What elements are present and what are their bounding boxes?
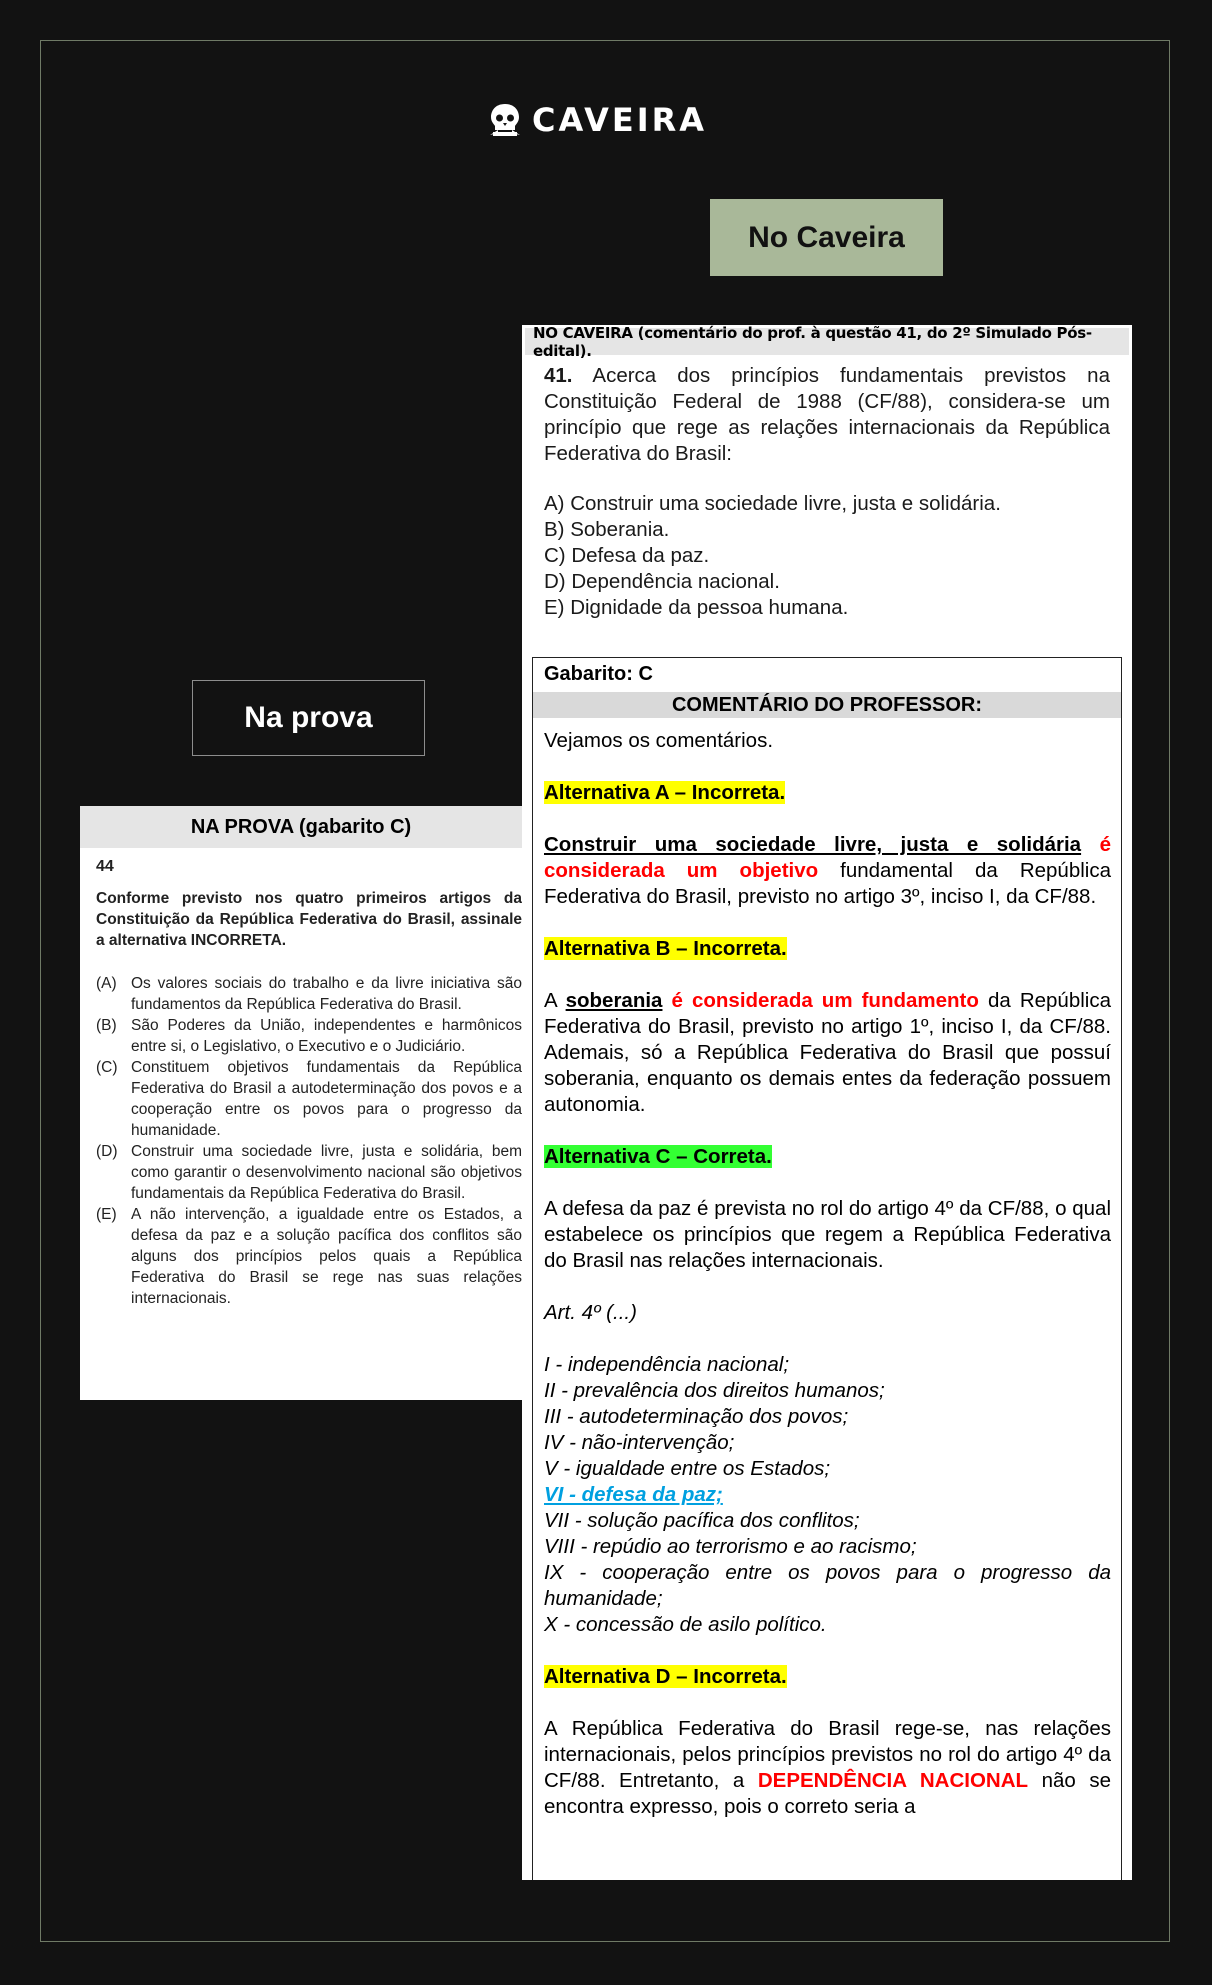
art-4-label: Art. 4º (...) [544,1301,637,1324]
alt-d-title: Alternativa D – Incorreta. [544,1665,787,1688]
option-a: A) Construir uma sociedade livre, justa e solidária. [544,492,1001,515]
inciso-1: I - independência nacional; [544,1353,790,1376]
question-block [544,363,1110,621]
alt-c-title: Alternativa C – Correta. [544,1145,772,1168]
caveira-document-header: NO CAVEIRA (comentário do prof. à questão 41, do 2º Simulado Pós-edital). [525,328,1129,355]
na-prova-button[interactable]: Na prova [192,680,425,756]
inciso-10: X - concessão de asilo político. [544,1613,827,1636]
inciso-5: V - igualdade entre os Estados; [544,1457,831,1480]
prova-question-block [96,858,522,1309]
skull-icon [488,102,522,138]
answer-box [532,657,1122,1880]
option-c: C) Defesa da paz. [544,544,710,567]
question-text: 41. Acerca dos princípios fundamentais previstos na Constituição Federal de 1988 (CF/88), considera-se um princípio que rege as relações internacionais da República Federativa do Brasil: [544,364,1110,465]
prova-question-number: 44 [96,858,114,875]
alt-c-comment: A defesa da paz é prevista no rol do artigo 4º da CF/88, o qual estabelece os princípios que regem a República Federativa do Brasil nas relações internacionais. [544,1197,1111,1272]
prova-option-c: (C) Constituem objetivos fundamentais da República Federativa do Brasil a autodeterminação dos povos e a cooperação entre os povos para o progresso da humanidade. [96,1059,522,1139]
comentario-title: COMENTÁRIO DO PROFESSOR: [533,692,1121,718]
option-e: E) Dignidade da pessoa humana. [544,596,849,619]
inciso-2: II - prevalência dos direitos humanos; [544,1379,885,1402]
inciso-3: III - autodeterminação dos povos; [544,1405,849,1428]
question-number: 41. [544,364,573,387]
comentario-body [533,718,1121,1820]
comentario-intro: Vejamos os comentários. [544,729,774,752]
prova-option-d: (D) Construir uma sociedade livre, justa e solidária, bem como garantir o desenvolvimento nacional são objetivos fundamentais da República Federativa do Brasil. [96,1143,522,1202]
inciso-4: IV - não-intervenção; [544,1431,735,1454]
inciso-7: VII - solução pacífica dos conflitos; [544,1509,860,1532]
brand-logo [488,100,707,140]
prova-option-e: (E) A não intervenção, a igualdade entre os Estados, a defesa da paz e a solução pacífica dos conflitos são alguns dos princípios pelos quais a República Federativa do Brasil se rege nas suas relações internacionais. [96,1206,522,1307]
prova-document-header: NA PROVA (gabarito C) [80,806,522,848]
prova-option-a: (A) Os valores sociais do trabalho e da livre iniciativa são fundamentos da República Federativa do Brasil. [96,975,522,1013]
gabarito-label: Gabarito: C [544,663,653,685]
no-caveira-button[interactable]: No Caveira [710,199,943,276]
inciso-6-link[interactable]: VI - defesa da paz; [544,1483,723,1506]
option-d: D) Dependência nacional. [544,570,780,593]
inciso-9: IX - cooperação entre os povos para o progresso da humanidade; [544,1561,1111,1610]
alt-b-title: Alternativa B – Incorreta. [544,937,787,960]
prova-option-b: (B) São Poderes da União, independentes e harmônicos entre si, o Legislativo, o Executivo e o Judiciário. [96,1017,522,1055]
inciso-8: VIII - repúdio ao terrorismo e ao racismo; [544,1535,917,1558]
alt-a-comment: Construir uma sociedade livre, justa e solidária é considerada um objetivo fundamental da República Federativa do Brasil, previsto no artigo 3º, inciso I, da CF/88. [544,833,1111,908]
prova-document [80,806,522,1400]
prova-question-text: Conforme previsto nos quatro primeiros artigos da Constituição da República Federativa do Brasil, assinale a alternativa INCORRETA. [96,890,522,949]
caveira-document [522,325,1132,1880]
option-b: B) Soberania. [544,518,670,541]
brand-name: CAVEIRA [532,101,708,139]
alt-d-comment: A República Federativa do Brasil rege-se, nas relações internacionais, pelos princípios previstos no rol do artigo 4º da CF/88. Entretanto, a DEPENDÊNCIA NACIONAL não se encontra expresso, pois o correto seria a [544,1717,1111,1818]
alt-b-comment: A soberania é considerada um fundamento da República Federativa do Brasil, previsto no artigo 1º, inciso I, da CF/88. Ademais, só a República Federativa do Brasil que possuí soberania, enquanto os demais entes da federação possuem autonomia. [544,989,1111,1116]
alt-a-title: Alternativa A – Incorreta. [544,781,786,804]
